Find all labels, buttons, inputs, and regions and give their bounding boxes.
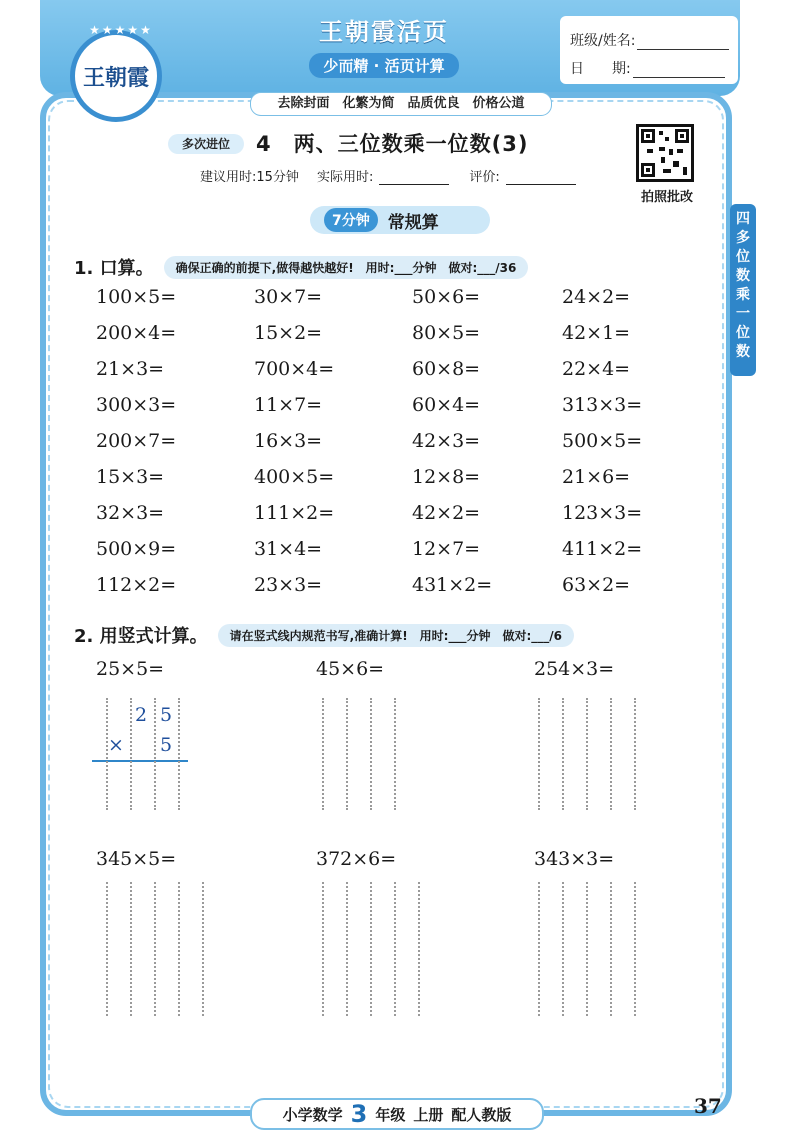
- column-guide: [610, 882, 612, 1016]
- column-guide: [346, 698, 348, 810]
- column-guide: [538, 882, 540, 1016]
- column-guide: [178, 698, 180, 810]
- oral-problem[interactable]: 200×4=: [96, 322, 177, 344]
- oral-problem[interactable]: 500×5=: [562, 430, 643, 452]
- oral-problem[interactable]: 123×3=: [562, 502, 643, 524]
- column-guide: [178, 882, 180, 1016]
- oral-problem[interactable]: 411×2=: [562, 538, 643, 560]
- column-guide: [634, 882, 636, 1016]
- side-tab-char: 乘: [736, 287, 750, 303]
- qr-code-icon[interactable]: [636, 124, 694, 182]
- qr-code-pattern: [639, 127, 691, 179]
- student-info-box: [560, 16, 738, 84]
- column-guide: [106, 882, 108, 1016]
- oral-problem[interactable]: 100×5=: [96, 286, 177, 308]
- oral-problem[interactable]: 63×2=: [562, 574, 631, 596]
- column-guide: [562, 882, 564, 1016]
- question-1-hint: 确保正确的前提下,做得越快越好! 用时:___分钟 做对:___/36: [164, 256, 529, 279]
- vertical-problem[interactable]: 25×5=: [96, 658, 165, 680]
- footer-grade-number: 3: [350, 1100, 368, 1128]
- oral-problem[interactable]: 80×5=: [412, 322, 481, 344]
- column-guide: [538, 698, 540, 810]
- vertical-problem[interactable]: 372×6=: [316, 848, 397, 870]
- side-tab-char: 数: [736, 268, 750, 284]
- lesson-tag: 多次进位: [168, 134, 244, 154]
- side-tab-char: 四: [736, 211, 750, 227]
- column-guide: [586, 698, 588, 810]
- date-row: [570, 58, 725, 78]
- actual-time-field[interactable]: [379, 172, 449, 185]
- side-tab-char: 位: [736, 325, 750, 341]
- oral-problem[interactable]: 24×2=: [562, 286, 631, 308]
- column-guide: [370, 882, 372, 1016]
- oral-problem[interactable]: 700×4=: [254, 358, 335, 380]
- oral-problem[interactable]: 15×2=: [254, 322, 323, 344]
- oral-problem[interactable]: 111×2=: [254, 502, 335, 524]
- vertical-problem[interactable]: 254×3=: [534, 658, 615, 680]
- column-guide: [322, 882, 324, 1016]
- brand-block: [288, 12, 480, 90]
- date-field[interactable]: [633, 63, 725, 78]
- publisher-logo: [70, 23, 162, 122]
- side-tab-char: 多: [736, 230, 750, 246]
- oral-problem[interactable]: 30×7=: [254, 286, 323, 308]
- oral-problem[interactable]: 12×7=: [412, 538, 481, 560]
- evaluation-label: 评价:: [469, 170, 500, 185]
- side-tab-char: 位: [736, 249, 750, 265]
- column-guide: [418, 882, 420, 1016]
- oral-problem[interactable]: 400×5=: [254, 466, 335, 488]
- oral-problem[interactable]: 12×8=: [412, 466, 481, 488]
- lesson-title: 4 两、三位数乘一位数(3): [256, 132, 529, 156]
- example-times-sign: ×: [108, 734, 124, 756]
- question-1-number: 1. 口算。: [74, 258, 154, 279]
- brand-title: 王朝霞活页: [319, 18, 449, 46]
- column-guide: [586, 882, 588, 1016]
- oral-problem[interactable]: 300×3=: [96, 394, 177, 416]
- oral-problem[interactable]: 431×2=: [412, 574, 493, 596]
- class-name-label: 班级/姓名:: [570, 33, 636, 49]
- oral-problem[interactable]: 21×6=: [562, 466, 631, 488]
- oral-problem[interactable]: 313×3=: [562, 394, 643, 416]
- column-guide: [130, 882, 132, 1016]
- section-name: 常规算: [387, 212, 439, 233]
- qr-label: 拍照批改: [640, 190, 693, 205]
- column-guide: [154, 698, 156, 810]
- footer-banner: [250, 1098, 544, 1130]
- column-guide: [394, 698, 396, 810]
- oral-problem[interactable]: 31×4=: [254, 538, 323, 560]
- section-minutes: 7分钟: [324, 208, 378, 232]
- column-guide: [394, 882, 396, 1016]
- oral-problem[interactable]: 112×2=: [96, 574, 177, 596]
- brand-subtitle: 少而精 · 活页计算: [309, 53, 458, 78]
- column-guide: [370, 698, 372, 810]
- oral-problem[interactable]: 500×9=: [96, 538, 177, 560]
- page-frame-dashed: [48, 100, 724, 1108]
- slogan-banner: 去除封面 化繁为简 品质优良 价格公道: [250, 92, 552, 116]
- oral-problem[interactable]: 60×4=: [412, 394, 481, 416]
- oral-problem[interactable]: 22×4=: [562, 358, 631, 380]
- time-info: [200, 166, 576, 185]
- oral-problem[interactable]: 15×3=: [96, 466, 165, 488]
- oral-problem[interactable]: 11×7=: [254, 394, 323, 416]
- oral-problem[interactable]: 42×2=: [412, 502, 481, 524]
- side-tab-char: 一: [736, 306, 750, 322]
- date-label: 日 期:: [570, 61, 631, 77]
- logo-text: 王朝霞: [82, 64, 149, 91]
- evaluation-field[interactable]: [506, 172, 576, 185]
- column-guide: [634, 698, 636, 810]
- oral-problem[interactable]: 16×3=: [254, 430, 323, 452]
- class-name-row: [570, 30, 729, 50]
- question-2-number: 2. 用竖式计算。: [74, 626, 208, 647]
- logo-stars: ★★★★★: [89, 23, 153, 37]
- oral-problem[interactable]: 50×6=: [412, 286, 481, 308]
- oral-problem[interactable]: 42×3=: [412, 430, 481, 452]
- oral-problem[interactable]: 42×1=: [562, 322, 631, 344]
- chapter-side-tab: [730, 204, 756, 376]
- class-name-field[interactable]: [637, 35, 729, 50]
- question-2-hint: 请在竖式线内规范书写,准确计算! 用时:___分钟 做对:___/6: [218, 624, 574, 647]
- oral-problem[interactable]: 32×3=: [96, 502, 165, 524]
- column-guide: [562, 698, 564, 810]
- vertical-problem[interactable]: 345×5=: [96, 848, 177, 870]
- side-tab-char: 数: [736, 344, 750, 360]
- column-guide: [154, 882, 156, 1016]
- example-digit-ones: 5: [160, 704, 173, 726]
- column-guide: [130, 698, 132, 810]
- footer-subject: 小学数学: [282, 1105, 343, 1124]
- oral-problem[interactable]: 21×3=: [96, 358, 165, 380]
- footer-edition: 配人教版: [451, 1105, 512, 1124]
- column-guide: [322, 698, 324, 810]
- column-guide: [202, 882, 204, 1016]
- actual-time-label: 实际用时:: [316, 170, 374, 185]
- oral-problem[interactable]: 60×8=: [412, 358, 481, 380]
- oral-problem[interactable]: 200×7=: [96, 430, 177, 452]
- column-guide: [106, 698, 108, 810]
- vertical-problem[interactable]: 45×6=: [316, 658, 385, 680]
- example-multiplier: 5: [160, 734, 173, 756]
- question-1-header: [74, 254, 528, 280]
- column-guide: [346, 882, 348, 1016]
- column-guide: [610, 698, 612, 810]
- example-digit-tens: 2: [135, 704, 148, 726]
- question-2-header: [74, 622, 574, 648]
- footer-volume: 上册: [413, 1105, 444, 1124]
- vertical-problem[interactable]: 343×3=: [534, 848, 615, 870]
- oral-problem[interactable]: 23×3=: [254, 574, 323, 596]
- page-number: 37: [694, 1094, 722, 1118]
- suggested-time: 建议用时:15分钟: [200, 170, 299, 185]
- section-header: [310, 206, 490, 234]
- footer-grade-word: 年级: [375, 1105, 406, 1124]
